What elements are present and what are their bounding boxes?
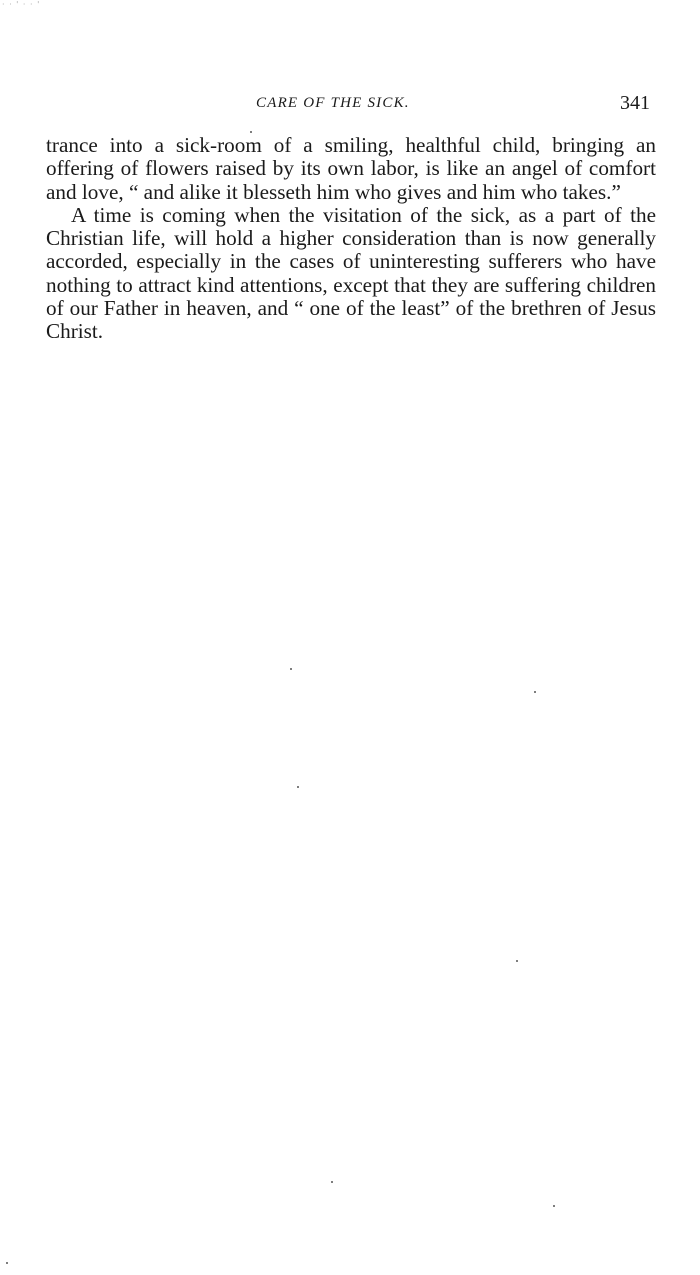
running-head — [0, 92, 700, 120]
print-speck — [250, 131, 252, 133]
print-speck — [534, 691, 536, 693]
page-number: 341 — [620, 92, 650, 114]
print-speck — [516, 960, 518, 962]
print-speck — [331, 1181, 333, 1183]
print-speck — [6, 1262, 8, 1264]
paragraph-visitation: A time is coming when the visitation of the sick, as a part of the Christian life, will hold a higher consideration than is now generally accorded, especially in the cases of uninteresting sufferers who have nothing to attract kind attentions, except that they are suffering children of our Father in heaven, and “ one of the least” of the brethren of Jesus Christ. — [46, 202, 656, 344]
print-speck — [297, 786, 299, 788]
paragraph-continuation: trance into a sick-room of a smiling, healthful child, bringing an offering of flowers raised by its own labor, is like an angel of comfort and love, “ and alike it blesseth him who gives and him who takes.” — [46, 133, 656, 204]
running-head-title: CARE OF THE SICK. — [256, 95, 410, 111]
print-speck — [290, 668, 292, 670]
body-text — [46, 134, 656, 344]
print-specks: · · ' · · ' — [2, 0, 41, 9]
print-speck — [553, 1205, 555, 1207]
